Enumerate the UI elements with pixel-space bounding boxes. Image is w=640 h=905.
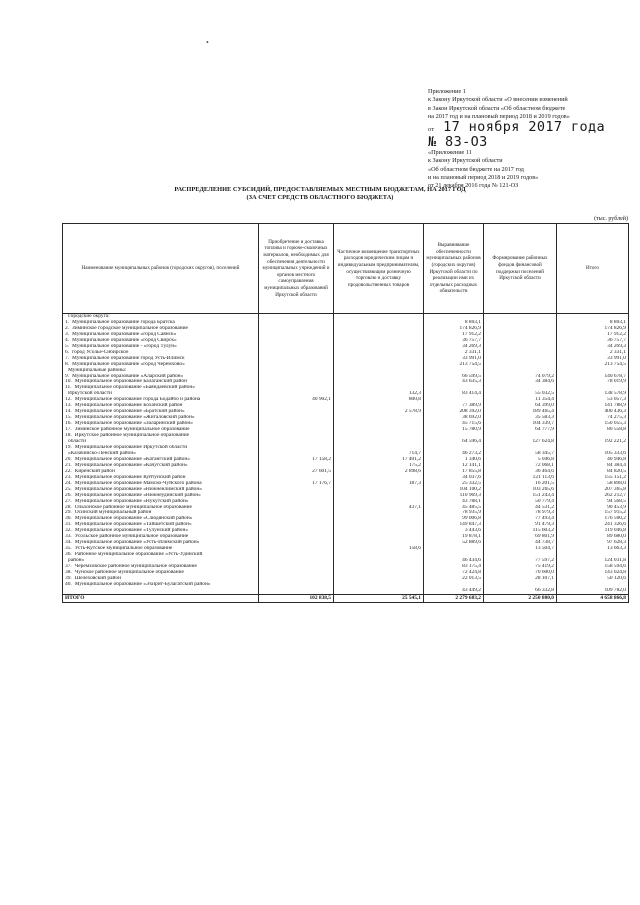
row-name: Муниципальные районы: bbox=[68, 367, 127, 373]
row-value-c4: 72 068,1 bbox=[484, 463, 557, 469]
row-value-c4: 64 399,0 bbox=[484, 403, 557, 409]
row-value-c5: 400 436,3 bbox=[557, 409, 629, 415]
row-name: Муниципальное образование «Братский район» bbox=[74, 409, 185, 415]
total-value-c5: 4 658 866,8 bbox=[557, 594, 629, 602]
row-number: 24. bbox=[65, 480, 72, 486]
row-value-c5: 74 275,3 bbox=[557, 415, 629, 421]
row-name: Муниципальное образование «Тайшетский район» bbox=[74, 522, 192, 528]
row-value-c4: 50 779,4 bbox=[484, 499, 557, 505]
row-value-c5: 40 946,8 bbox=[557, 457, 629, 463]
appendix-line: от 21 декабря 2016 года № 121-ОЗ bbox=[428, 182, 519, 190]
row-name: Муниципальное образование «Жигаловский район» bbox=[74, 415, 195, 421]
row-name: Муниципальное образование Боханский район bbox=[74, 403, 183, 409]
row-value-c4: 55 032,5 bbox=[484, 391, 557, 397]
row-value-c1: 27 601,5 bbox=[259, 469, 334, 475]
row-value-c4: 75 419,2 bbox=[484, 564, 557, 570]
row-value-c5: 213 754,5 bbox=[557, 362, 629, 368]
row-value-c2: 17 401,2 bbox=[334, 457, 424, 463]
row-value-c4: 35 583,3 bbox=[484, 415, 557, 421]
row-value-c5: 33 991,0 bbox=[557, 356, 629, 362]
row-value-c5: 138 578,9 bbox=[557, 391, 629, 397]
row-number: 30. bbox=[65, 516, 72, 522]
row-value-c4: 115 603,2 bbox=[484, 528, 557, 534]
row-name: Чунское районное муниципальное образование bbox=[74, 569, 184, 575]
row-number: 2. bbox=[65, 325, 70, 331]
row-name: Муниципальное образование «Нижнеудинский район» bbox=[74, 492, 201, 498]
row-value-c4: 16 201,5 bbox=[484, 481, 557, 487]
row-value-c4: 127 624,8 bbox=[484, 439, 557, 445]
row-number: 12. bbox=[65, 397, 72, 403]
row-name: Муниципальное образование «Эхирит-Булагатский район» bbox=[74, 581, 211, 587]
title-line: РАСПРЕДЕЛЕНИЕ СУБСИДИЙ, ПРЕДОСТАВЛЯЕМЫХ МЕСТНЫМ БЮДЖЕТАМ, НА 2017 ГОД bbox=[174, 186, 466, 193]
row-number: 17. bbox=[65, 427, 72, 433]
row-value-c5: 158 594,6 bbox=[557, 564, 629, 570]
total-value-c2: 25 545,1 bbox=[334, 594, 424, 602]
row-value-c5: 143 024,8 bbox=[557, 570, 629, 576]
total-row bbox=[63, 594, 629, 602]
row-value-c5: 89 680,0 bbox=[557, 534, 629, 540]
row-number: 15. bbox=[65, 415, 72, 421]
table-body bbox=[63, 314, 629, 603]
appendix-line: Приложение 1 bbox=[428, 88, 466, 95]
row-value-c1: 17 158,2 bbox=[259, 457, 334, 463]
row-number: 28. bbox=[65, 504, 72, 510]
row-value-c3: 213 754,5 bbox=[424, 362, 484, 368]
row-value-c5: 90 453,9 bbox=[557, 505, 629, 511]
row-value-c3: 77 389,9 bbox=[424, 403, 484, 409]
row-value-c4: 77 493,4 bbox=[484, 516, 557, 522]
row-value-c4: 103 265,6 bbox=[484, 487, 557, 493]
row-value-c3: 52 889,6 bbox=[424, 540, 484, 546]
row-value-c5: 155 151,2 bbox=[557, 475, 629, 481]
appendix-block bbox=[428, 88, 628, 191]
row-number: 18. bbox=[65, 433, 72, 439]
row-value-c3: 45 485,5 bbox=[424, 505, 484, 511]
row-value-c2: 187,3 bbox=[334, 481, 424, 487]
appendix-line: на 2017 год и на плановый период 2018 и 2019 годов» bbox=[428, 112, 570, 120]
table-header-row bbox=[63, 224, 629, 314]
row-value-c5: 241 326,6 bbox=[557, 522, 629, 528]
row-value-c5: 150 055,3 bbox=[557, 421, 629, 427]
row-value-c4: 74 079,2 bbox=[484, 374, 557, 380]
row-name: «Казачинско-Ленский район» bbox=[68, 450, 136, 456]
row-value-c4: 44 531,2 bbox=[484, 505, 557, 511]
row-name: Муниципальное образование «Баяндаевский район» bbox=[74, 385, 195, 391]
row-value-c4: 69 801,9 bbox=[484, 534, 557, 540]
row-name: Черемховское районное муниципальное образование bbox=[74, 564, 197, 570]
row-name: Иркутское районное муниципальное образование bbox=[74, 433, 190, 439]
row-value-c3: 2 331,1 bbox=[424, 350, 484, 356]
row-number: 4. bbox=[65, 337, 70, 343]
row-name: Усть-Кутское муниципальное образование bbox=[74, 546, 173, 552]
row-value-c3: 43 788,1 bbox=[424, 499, 484, 505]
units-label: (тыс. рублей) bbox=[594, 216, 628, 222]
row-value-c3: 64 596,4 bbox=[424, 439, 484, 445]
row-value-c4: 5 046,8 bbox=[484, 457, 557, 463]
row-value-c5: 34 269,3 bbox=[557, 344, 629, 350]
row-value-c3: 72 424,8 bbox=[424, 570, 484, 576]
row-value-c3: 19 878,1 bbox=[424, 534, 484, 540]
row-value-c3: 22 013,5 bbox=[424, 576, 484, 582]
row-value-c1: 17 176,7 bbox=[259, 481, 334, 487]
row-number: 9. bbox=[65, 373, 70, 379]
appendix-line: к Закону Иркутской области bbox=[428, 157, 503, 165]
row-value-c5: 192 221,2 bbox=[557, 439, 629, 445]
row-value-c5: 13 663,3 bbox=[557, 546, 629, 552]
row-number: 25. bbox=[65, 486, 72, 492]
row-value-c2: 175,2 bbox=[334, 463, 424, 469]
row-value-c5: 124 031,8 bbox=[557, 558, 629, 564]
row-value-c3: 17 855,8 bbox=[424, 469, 484, 475]
row-value-c3: 110 969,3 bbox=[424, 493, 484, 499]
row-number: 5. bbox=[65, 343, 70, 349]
row-value-c5: 109 782,0 bbox=[557, 588, 629, 594]
row-value-c3: 149 847,3 bbox=[424, 522, 484, 528]
row-number: 29. bbox=[65, 510, 72, 516]
row-value-c3: 174 826,9 bbox=[424, 326, 484, 332]
row-number: 20. bbox=[65, 456, 72, 462]
row-name: Муниципальное образование «Заларинский район» bbox=[74, 421, 193, 427]
date-value: 17 ноября 2017 года bbox=[443, 119, 606, 136]
row-value-c5: 207 365,8 bbox=[557, 487, 629, 493]
row-value-c4: 28 107,1 bbox=[484, 576, 557, 582]
row-value-c3: 38 692,0 bbox=[424, 415, 484, 421]
row-number: 34. bbox=[65, 540, 72, 546]
row-name: Зиминское городское муниципальное образование bbox=[72, 325, 188, 331]
row-name: Муниципальное образование «Усть-Илимский район» bbox=[74, 540, 200, 546]
row-name: Муниципальное образование город Усть-Илимск bbox=[72, 355, 185, 361]
row-value-c5: 58 898,0 bbox=[557, 481, 629, 487]
row-value-c3: 1 340,6 bbox=[424, 457, 484, 463]
row-name: Муниципальное образование Балаганский район bbox=[74, 379, 187, 385]
total-label: ИТОГО bbox=[63, 594, 259, 602]
header-equalization: Выравнивание обеспеченности муниципальных районов (городских округов) Иркутской области по реализации ими их отдельных расходных обязательств bbox=[424, 224, 484, 314]
row-value-c4: 104 339,7 bbox=[484, 421, 557, 427]
row-value-c4: 64 777,9 bbox=[484, 427, 557, 433]
row-value-c4: 78 979,3 bbox=[484, 510, 557, 516]
row-name: Муниципальное образование города Бодайбо и района bbox=[74, 397, 201, 403]
row-number: 31. bbox=[65, 522, 72, 528]
row-name: Районное муниципальное образование «Усть-Удинский bbox=[74, 552, 203, 558]
row-name: Муниципальное образование «Слюдянский район» bbox=[74, 516, 193, 522]
row-name: Муниципальное образование Иркутской области bbox=[74, 444, 188, 450]
row-value-c5: 84 820,5 bbox=[557, 469, 629, 475]
header-transport: Частичное возмещение транспортных расходов юридическим лицам и индивидуальным предпринимателям, осуществляющим розничную торговлю и доставку продовольственных товаров bbox=[334, 224, 424, 314]
row-number: 6. bbox=[65, 349, 70, 355]
row-number: 35. bbox=[65, 546, 72, 552]
row-value-c4: 91 479,3 bbox=[484, 522, 557, 528]
row-value-c5: 157 915,2 bbox=[557, 510, 629, 516]
row-number: 21. bbox=[65, 462, 72, 468]
row-number: 38. bbox=[65, 569, 72, 575]
total-value-c4: 2 250 800,0 bbox=[484, 594, 557, 602]
row-number: 27. bbox=[65, 498, 72, 504]
row-value-c3: 15 780,9 bbox=[424, 427, 484, 433]
row-number: 8. bbox=[65, 361, 70, 367]
row-value-c2: 714,7 bbox=[334, 451, 424, 457]
row-value-c3: 33 991,0 bbox=[424, 356, 484, 362]
header-total: Итого bbox=[557, 224, 629, 314]
row-number: 13. bbox=[65, 403, 72, 409]
row-number: 33. bbox=[65, 534, 72, 540]
appendix-line: «Приложение 11 bbox=[428, 149, 472, 157]
row-number: 40. bbox=[65, 581, 72, 587]
row-value-c5: 105 333,6 bbox=[557, 451, 629, 457]
header-fuel: Приобретение и доставка топлива и горюче-смазочных материалов, необходимых для обеспечения деятельности муниципальных учреждений и органов местного самоуправления муниципальных образований Иркутской области bbox=[259, 224, 334, 314]
row-value-c3: 36 757,7 bbox=[424, 338, 484, 344]
row-value-c4: 121 113,6 bbox=[484, 475, 557, 481]
row-name: Зиминское районное муниципальное образование bbox=[74, 427, 190, 433]
row-value-c4: 13 504,7 bbox=[484, 546, 557, 552]
date-prefix: от bbox=[428, 126, 435, 134]
row-value-c5: 50 120,6 bbox=[557, 576, 629, 582]
row-value-c5: 140 678,7 bbox=[557, 374, 629, 380]
row-number: 10. bbox=[65, 379, 72, 385]
row-value-c4: 70 600,0 bbox=[484, 570, 557, 576]
row-value-c3: 104 100,2 bbox=[424, 487, 484, 493]
title-line: (ЗА СЧЕТ СРЕДСТВ ОБЛАСТНОГО БЮДЖЕТА) bbox=[246, 194, 394, 202]
row-value-c3: 12 141,1 bbox=[424, 463, 484, 469]
row-value-c3: 78 935,9 bbox=[424, 510, 484, 516]
row-value-c5: 262 212,7 bbox=[557, 493, 629, 499]
row-name: Муниципальное образование «Качугский район» bbox=[74, 462, 188, 468]
row-value-c4: 189 465,4 bbox=[484, 409, 557, 415]
row-name: район» bbox=[68, 558, 85, 564]
row-number: 23. bbox=[65, 474, 72, 480]
row-name: Муниципальное образование «город Свирск» bbox=[72, 337, 177, 343]
row-name: Муниципальное образование «Нижнеилимский район» bbox=[74, 486, 202, 492]
row-value-c3: 83 175,4 bbox=[424, 564, 484, 570]
row-value-c4: 151 243,4 bbox=[484, 493, 557, 499]
row-name: Муниципальное образование «Аларский район» bbox=[72, 373, 184, 379]
row-name: Муниципальное образование «Катангский район» bbox=[74, 456, 190, 462]
row-value-c4: 34 384,6 bbox=[484, 379, 557, 385]
row-value-c5: 17 912,2 bbox=[557, 332, 629, 338]
row-value-c5: 2 331,1 bbox=[557, 350, 629, 356]
row-value-c3: 34 037,6 bbox=[424, 475, 484, 481]
row-value-c4: 36 464,6 bbox=[484, 469, 557, 475]
row-name: области bbox=[68, 439, 87, 445]
row-value-c4: 44 738,7 bbox=[484, 540, 557, 546]
row-value-c1: 40 902,1 bbox=[259, 397, 334, 403]
header-name: Наименование муниципальных районов (городских округов), поселений bbox=[63, 224, 259, 314]
total-value-c3: 2 279 683,2 bbox=[424, 594, 484, 602]
row-name: Муниципальное образование Куйтунский район bbox=[74, 474, 186, 480]
row-value-c4: 58 345,7 bbox=[484, 451, 557, 457]
row-value-c3: 34 269,3 bbox=[424, 344, 484, 350]
row-number: 7. bbox=[65, 355, 70, 361]
row-value-c5: 53 057,3 bbox=[557, 397, 629, 403]
row-value-c5: 80 558,8 bbox=[557, 427, 629, 433]
row-value-c3: 25 332,5 bbox=[424, 481, 484, 487]
row-number: 37. bbox=[65, 564, 72, 570]
row-name: Муниципальное образование Мамско-Чуйского района bbox=[74, 480, 202, 486]
appendix-line: и на плановый период 2018 и 2019 годов» bbox=[428, 174, 539, 182]
row-value-c5: 36 757,7 bbox=[557, 338, 629, 344]
row-value-c3: 46 434,6 bbox=[424, 558, 484, 564]
total-value-c1: 102 838,5 bbox=[259, 594, 334, 602]
row-value-c3: 46 273,2 bbox=[424, 451, 484, 457]
row-name: город Усолье-Сибирское bbox=[72, 349, 129, 355]
row-value-c3: 45 715,6 bbox=[424, 421, 484, 427]
row-name: Муниципальное образование - «город Тулун» bbox=[72, 343, 177, 349]
document-title bbox=[100, 186, 540, 203]
appendix-line: «Об областном бюджете на 2017 год bbox=[428, 165, 524, 173]
row-number: 32. bbox=[65, 528, 72, 534]
row-value-c3: 17 912,2 bbox=[424, 332, 484, 338]
row-number: 11. bbox=[65, 385, 72, 391]
row-value-c5: 176 500,2 bbox=[557, 516, 629, 522]
row-number: 36. bbox=[65, 552, 72, 558]
row-value-c5: 141 788,9 bbox=[557, 403, 629, 409]
appendix-line: в Закон Иркутской области «Об областном бюджете bbox=[428, 104, 566, 112]
header-district-funds: Формирование районных фондов финансовой поддержки поселений Иркутской области bbox=[484, 224, 557, 314]
appendix-line: к Закону Иркутской области «О внесении изменений bbox=[428, 96, 568, 104]
row-value-c3: 66 599,5 bbox=[424, 374, 484, 380]
row-number: 19. bbox=[65, 444, 72, 450]
row-name: Усольское районное муниципальное образование bbox=[74, 534, 189, 540]
row-value-c2: 158,6 bbox=[334, 546, 424, 552]
row-value-c4: 66 332,8 bbox=[484, 588, 557, 594]
row-value-c3: 43 635,3 bbox=[424, 379, 484, 385]
row-number: 22. bbox=[65, 468, 72, 474]
row-value-c2: 2 578,9 bbox=[334, 409, 424, 415]
row-name: Ольхонское районное муниципальное образование bbox=[74, 504, 192, 510]
row-name: Иркутской области bbox=[68, 391, 112, 397]
row-value-c2: 2 898,6 bbox=[334, 469, 424, 475]
row-value-c2: 437,1 bbox=[334, 505, 424, 511]
row-value-c5: 119 046,8 bbox=[557, 528, 629, 534]
row-number: 26. bbox=[65, 492, 72, 498]
row-value-c5: 174 826,9 bbox=[557, 326, 629, 332]
row-value-c5: 97 628,3 bbox=[557, 540, 629, 546]
scan-speck: • bbox=[206, 38, 209, 47]
row-name: Осинский муниципальный район bbox=[74, 510, 152, 516]
row-value-c2: 132,3 bbox=[334, 391, 424, 397]
row-name: Муниципальное образование «Нукутский район» bbox=[74, 498, 189, 504]
row-value-c3: 3 443,6 bbox=[424, 528, 484, 534]
row-value-c3: 208 392,0 bbox=[424, 409, 484, 415]
row-value-c4: 77 597,2 bbox=[484, 558, 557, 564]
row-value-c5: 84 384,4 bbox=[557, 463, 629, 469]
row-name: Городские округа: bbox=[68, 313, 110, 319]
row-name: Киренский район bbox=[74, 468, 115, 474]
row-value-c3: 8 803,1 bbox=[424, 320, 484, 326]
row-value-c5: 8 803,1 bbox=[557, 320, 629, 326]
row-number: 14. bbox=[65, 409, 72, 415]
law-number: № 83-ОЗ bbox=[428, 134, 488, 151]
row-value-c5: 94 568,5 bbox=[557, 499, 629, 505]
row-number: 1. bbox=[65, 319, 70, 325]
row-number: 3. bbox=[65, 331, 70, 337]
row-value-c3: 43 449,2 bbox=[424, 588, 484, 594]
row-name: Муниципальное образование «Тулунский район» bbox=[74, 528, 189, 534]
row-name: Муниципальное образование «город Черемхово» bbox=[72, 361, 185, 367]
row-name: Шелеховский район bbox=[74, 575, 121, 581]
row-number: 16. bbox=[65, 421, 72, 427]
subsidy-table bbox=[62, 223, 629, 603]
row-name: Муниципальное образование «город Саянск» bbox=[72, 331, 177, 337]
row-value-c3: 83 414,4 bbox=[424, 391, 484, 397]
row-value-c2: 800,8 bbox=[334, 397, 424, 403]
row-value-c4: 11 354,4 bbox=[484, 397, 557, 403]
row-value-c5: 78 019,9 bbox=[557, 379, 629, 385]
row-number: 39. bbox=[65, 575, 72, 581]
row-name: Муниципальное образование города Братска bbox=[72, 319, 175, 325]
row-value-c3: 99 006,8 bbox=[424, 516, 484, 522]
